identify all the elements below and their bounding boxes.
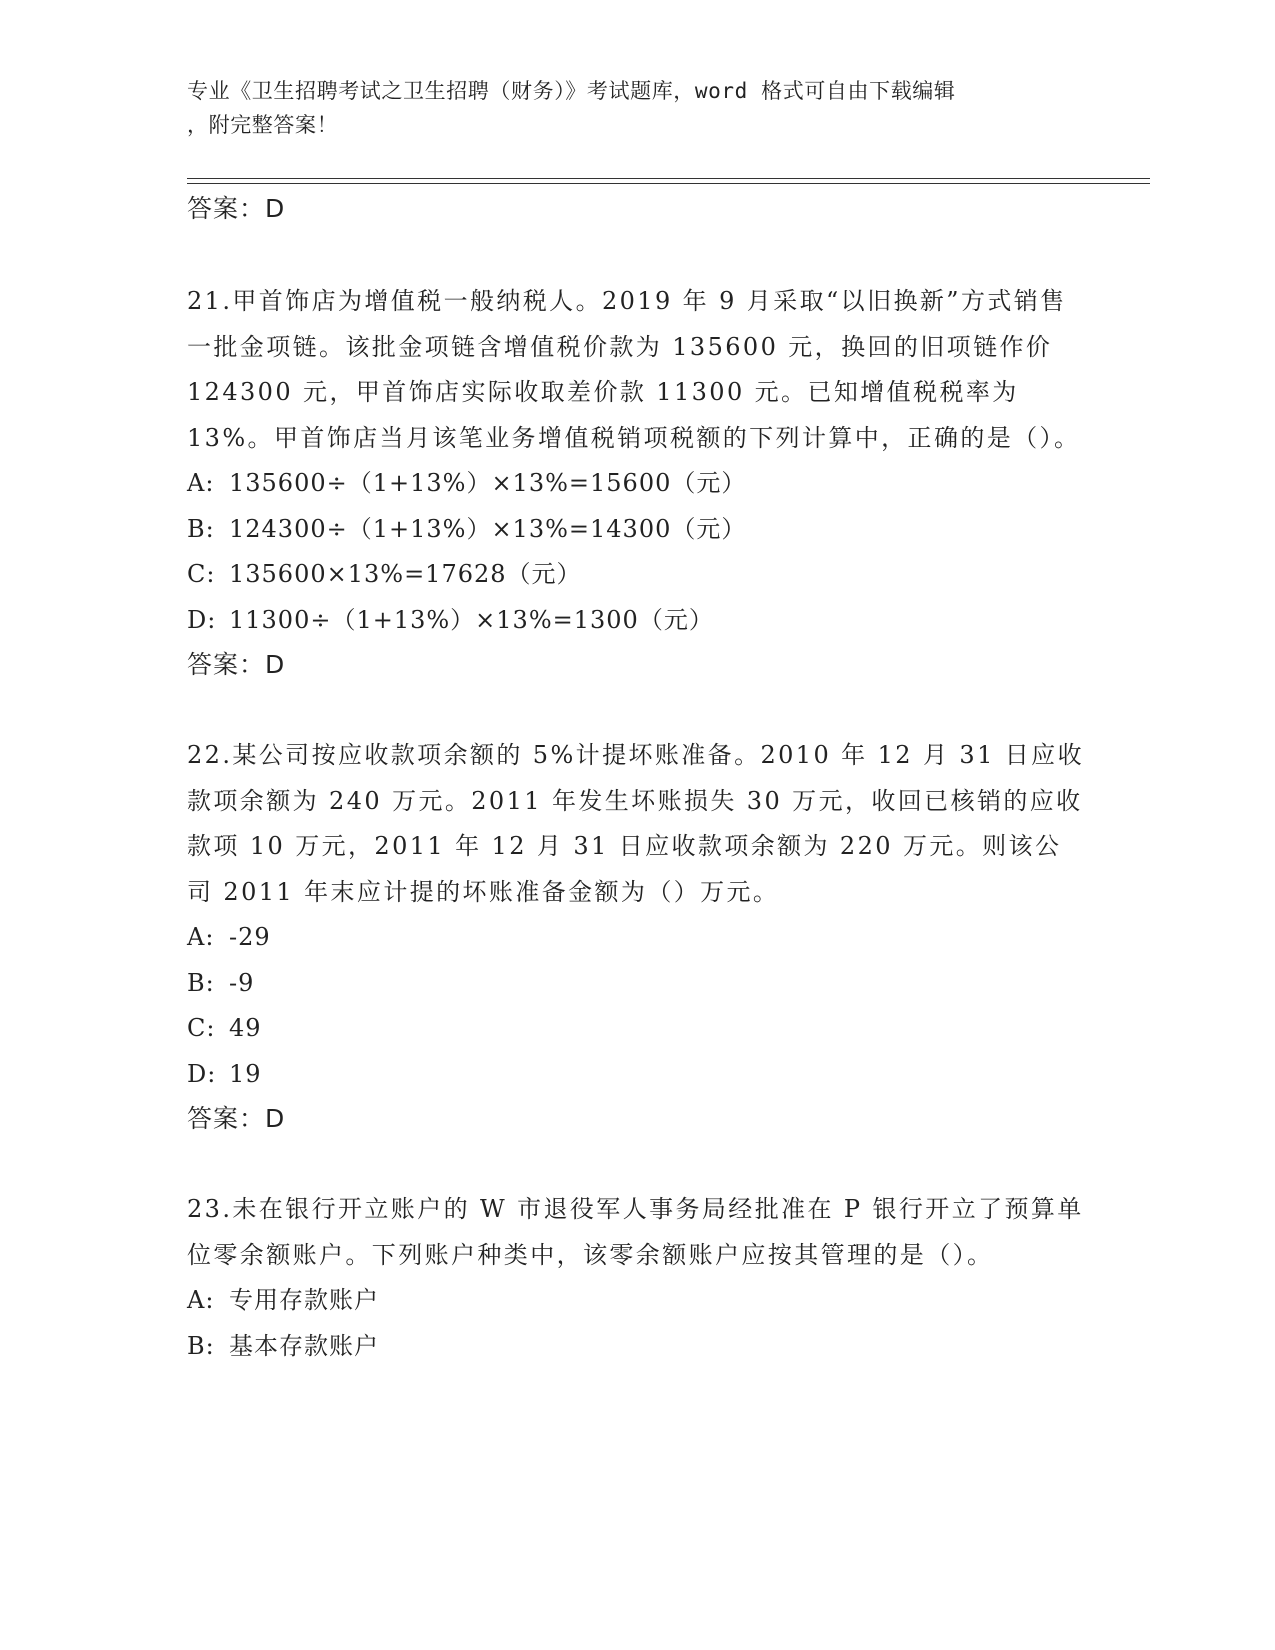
option-letter: A: <box>187 923 215 951</box>
option-a <box>187 1278 1087 1324</box>
option-text: 135600×13%=17628（元） <box>229 560 582 588</box>
option-b <box>187 507 1087 553</box>
option-letter: A: <box>187 1286 215 1314</box>
option-text: -9 <box>229 968 255 997</box>
option-letter: B: <box>187 1331 215 1360</box>
option-a <box>187 915 1087 961</box>
option-c <box>187 552 1087 598</box>
option-b <box>187 1324 1087 1370</box>
answer-label: 答案：D <box>187 650 286 679</box>
answer-label: 答案：D <box>187 194 286 223</box>
option-letter: C: <box>187 560 216 588</box>
option-letter: B: <box>187 968 215 997</box>
header-divider-bottom <box>187 183 1150 184</box>
option-text: 124300÷（1+13%）×13%=14300（元） <box>229 514 747 543</box>
option-letter: B: <box>187 514 215 543</box>
option-text: 19 <box>229 1059 262 1088</box>
option-letter: A: <box>187 469 215 497</box>
option-d <box>187 1052 1087 1098</box>
question-content <box>187 187 1087 1369</box>
question-23 <box>187 1187 1087 1369</box>
question-text: 23.未在银行开立账户的 W 市退役军人事务局经批准在 P 银行开立了预算单位零余额账户。下列账户种类中，该零余额账户应按其管理的是（）。 <box>187 1195 1084 1269</box>
option-text: 49 <box>229 1014 262 1042</box>
option-c <box>187 1006 1087 1052</box>
option-letter: D: <box>187 605 217 634</box>
option-a <box>187 461 1087 507</box>
option-text: 11300÷（1+13%）×13%=1300（元） <box>229 605 714 634</box>
header-line-2: ，附完整答案！ <box>187 113 339 137</box>
question-21 <box>187 279 1087 687</box>
answer-label: 答案：D <box>187 1104 286 1133</box>
header-divider-top <box>187 178 1150 179</box>
option-letter: D: <box>187 1059 217 1088</box>
question-text: 21.甲首饰店为增值税一般纳税人。2019 年 9 月采取“以旧换新”方式销售一批金项链。该批金项链含增值税价款为 135600 元，换回的旧项链作价 124300 元，甲首饰店实际收取差价款 11300 元。已知增值税税率为 13%。甲首饰店当月该笔业务增值税销项税额的下列计算中，正确的是（）。 <box>187 287 1081 452</box>
page-header-note <box>187 74 1087 142</box>
option-text: 专用存款账户 <box>229 1286 379 1314</box>
header-line-1: 专业《卫生招聘考试之卫生招聘（财务）》考试题库，word 格式可自由下载编辑 <box>187 79 956 103</box>
option-text: 基本存款账户 <box>229 1331 379 1360</box>
option-text: -29 <box>229 923 271 951</box>
question-22 <box>187 733 1087 1141</box>
option-text: 135600÷（1+13%）×13%=15600（元） <box>229 469 747 497</box>
option-b <box>187 961 1087 1007</box>
question-text: 22.某公司按应收款项余额的 5%计提坏账准备。2010 年 12 月 31 日应收款项余额为 240 万元。2011 年发生坏账损失 30 万元，收回已核销的应收款项 10 万元，2011 年 12 月 31 日应收款项余额为 220 万元。则该公司 2011 年末应计提的坏账准备金额为（）万元。 <box>187 741 1084 906</box>
option-letter: C: <box>187 1014 216 1042</box>
option-d <box>187 598 1087 644</box>
